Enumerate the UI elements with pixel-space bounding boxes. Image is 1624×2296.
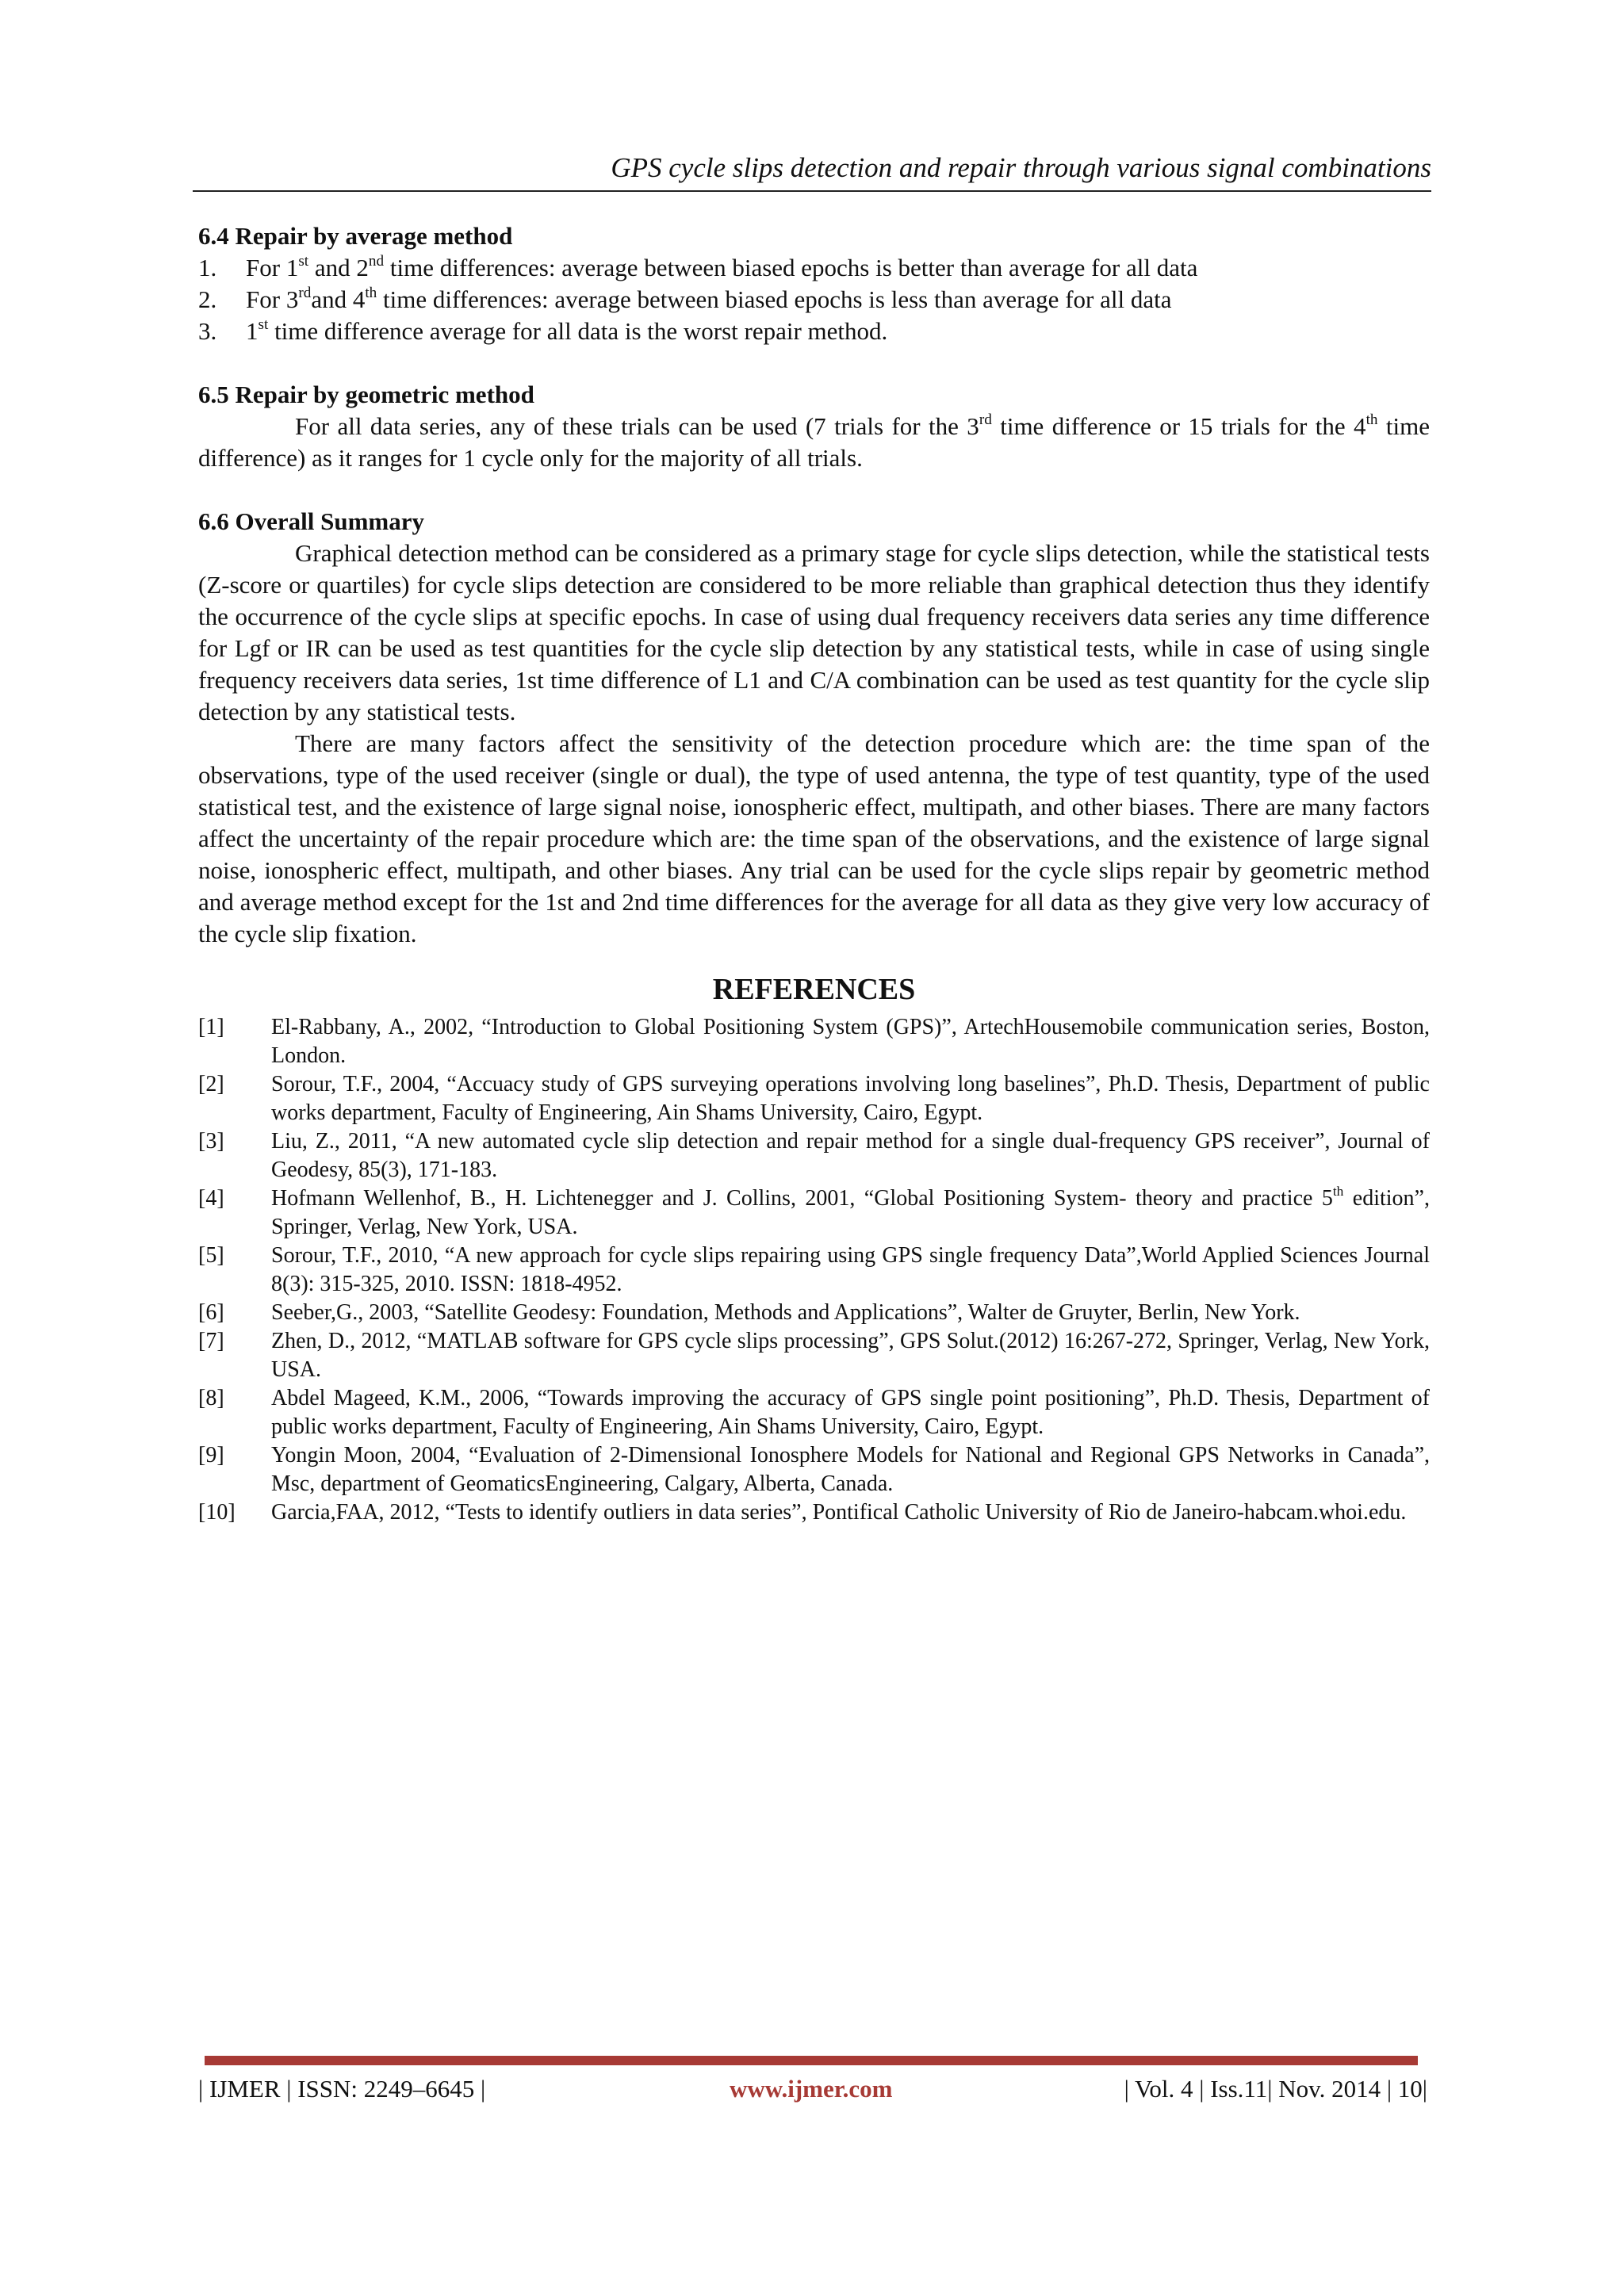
section-heading: 6.4 Repair by average method	[198, 222, 513, 250]
reference-item: [8] Abdel Mageed, K.M., 2006, “Towards improving the accuracy of GPS single point positioning”, Ph.D. Thesis, Department of public works department, Faculty of Engineering, Ain Shams University, Cairo, Egypt.	[198, 1386, 1430, 1439]
footer-journal-issn: | IJMER | ISSN: 2249–6645 |	[198, 2075, 486, 2103]
footer-website-link[interactable]: www.ijmer.com	[730, 2075, 893, 2103]
list-number: 3.	[198, 317, 217, 345]
list-number: 2.	[198, 285, 217, 313]
running-header: GPS cycle slips detection and repair through various signal combinations	[611, 152, 1431, 183]
paragraph: Graphical detection method can be considered as a primary stage for cycle slips detection, while the statistical tests (Z-score or quartiles) for cycle slips detection are considered to be more reliable than graphical detection thus they identify the occurrence of the cycle slips at specific epochs. In case of using dual frequency receivers data series any time difference for Lgf or IR can be used as test quantities for the cycle slip detection by any statistical tests, while in case of using single frequency receivers data series, 1st time difference of L1 and C/A combination can be used as test quantity for the cycle slip detection by any statistical tests.	[198, 539, 1430, 725]
references-list	[198, 1013, 1430, 1527]
reference-item: [2] Sorour, T.F., 2004, “Accuacy study of GPS surveying operations involving long baselines”, Ph.D. Thesis, Department of public works department, Faculty of Engineering, Ain Shams University, Cairo, Egypt.	[198, 1072, 1430, 1125]
paragraph: For all data series, any of these trials can be used (7 trials for the 3rd time difference or 15 trials for the 4th time difference) as it ranges for 1 cycle only for the majority of all trials.	[198, 411, 1431, 472]
section-6-6	[198, 506, 1430, 950]
reference-item: [6] Seeber,G., 2003, “Satellite Geodesy: Foundation, Methods and Applications”, Walter de Gruyter, Berlin, New York.	[198, 1300, 1300, 1325]
section-heading: 6.5 Repair by geometric method	[198, 381, 534, 408]
section-6-4	[198, 220, 1430, 347]
section-6-5	[198, 379, 1430, 474]
reference-item: [1] El-Rabbany, A., 2002, “Introduction to Global Positioning System (GPS)”, ArtechHousemobile communication series, Boston, London.	[198, 1015, 1430, 1068]
list-item-text: For 3rdand 4th time differences: average between biased epochs is less than average for all data	[246, 284, 1172, 313]
reference-item: [5] Sorour, T.F., 2010, “A new approach for cycle slips repairing using GPS single frequency Data”,World Applied Sciences Journal 8(3): 315-325, 2010. ISSN: 1818-4952.	[198, 1243, 1430, 1296]
list-item	[198, 284, 1430, 316]
header-rule	[193, 190, 1431, 192]
references-title: REFERENCES	[712, 973, 916, 1006]
reference-item: [7] Zhen, D., 2012, “MATLAB software for GPS cycle slips processing”, GPS Solut.(2012) 16:267-272, Springer, Verlag, New York, USA.	[198, 1329, 1430, 1382]
list-item	[198, 316, 1430, 347]
reference-item: [3] Liu, Z., 2011, “A new automated cycle slip detection and repair method for a single dual-frequency GPS receiver”, Journal of Geodesy, 85(3), 171-183.	[198, 1129, 1430, 1182]
list-item	[198, 252, 1430, 284]
reference-item: [9] Yongin Moon, 2004, “Evaluation of 2-Dimensional Ionosphere Models for National and Regional GPS Networks in Canada”, Msc, department of GeomaticsEngineering, Calgary, Alberta, Canada.	[198, 1443, 1430, 1496]
reference-item: [4] Hofmann Wellenhof, B., H. Lichtenegger and J. Collins, 2001, “Global Positioning System- theory and practice 5th edition”, Springer, Verlag, New York, USA.	[198, 1183, 1430, 1239]
page-content	[198, 220, 1430, 1527]
footer-bar	[205, 2056, 1418, 2065]
page-footer	[198, 2072, 1427, 2107]
list-item-text: 1st time difference average for all data is the worst repair method.	[246, 316, 888, 345]
section-heading: 6.6 Overall Summary	[198, 507, 424, 535]
repair-average-list	[198, 252, 1430, 347]
list-item-text: For 1st and 2nd time differences: average between biased epochs is better than average for all data	[246, 252, 1198, 281]
paragraph: There are many factors affect the sensitivity of the detection procedure which are: the time span of the observations, type of the used receiver (single or dual), the type of used antenna, the type of test quantity, type of the used statistical test, and the existence of large signal noise, ionospheric effect, multipath, and other biases. There are many factors affect the uncertainty of the repair procedure which are: the time span of the observations, and the existence of large signal noise, ionospheric effect, multipath, and other biases. Any trial can be used for the cycle slips repair by geometric method and average method except for the 1st and 2nd time differences for the average for all data as they give very low accuracy of the cycle slip fixation.	[198, 729, 1430, 947]
list-number: 1.	[198, 254, 217, 281]
reference-item: [10] Garcia,FAA, 2012, “Tests to identify outliers in data series”, Pontifical Catholic University of Rio de Janeiro-habcam.whoi.edu.	[198, 1500, 1407, 1525]
footer-volume-page: | Vol. 4 | Iss.11| Nov. 2014 | 10|	[1124, 2075, 1427, 2103]
